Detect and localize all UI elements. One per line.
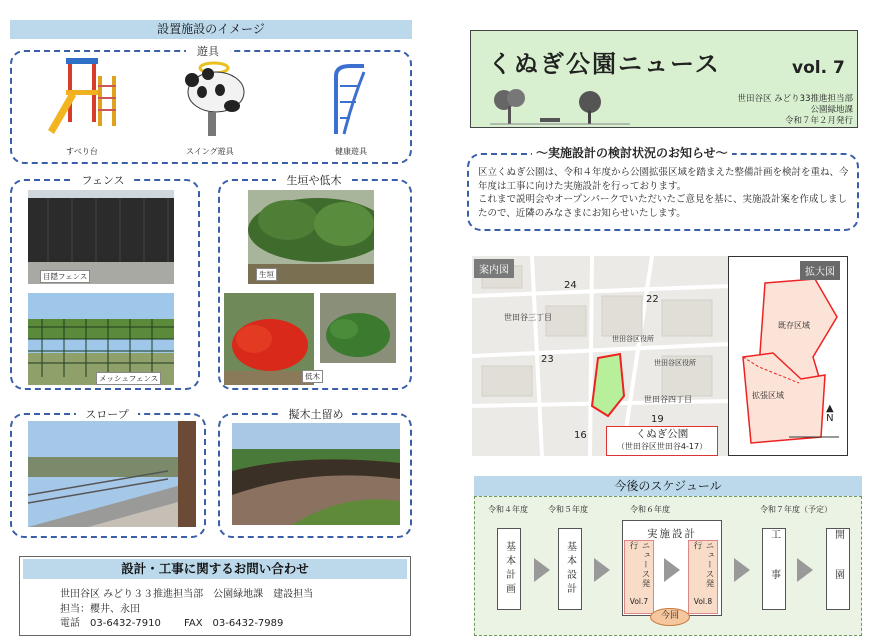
existing-area-label: 既存区域 <box>778 321 810 330</box>
north-label: N <box>826 413 834 424</box>
step-opening: 開園 <box>826 528 850 610</box>
year-r6: 令和６年度 <box>630 505 670 514</box>
implementation-design-label: 実施設計 <box>647 528 697 540</box>
hedge-label: 生垣 <box>256 268 277 281</box>
map-label-setagaya4: 世田谷四丁目 <box>644 395 692 404</box>
privacy-fence-label: 目隠フェンス <box>40 270 90 283</box>
park-callout <box>606 426 718 456</box>
panda-swing-image <box>180 60 250 140</box>
slide-label: すべり台 <box>66 147 98 156</box>
arrow-5 <box>797 558 813 582</box>
shrub-photo-green <box>320 293 396 363</box>
park-name: くぬぎ公園 <box>635 428 689 440</box>
newsletter-title: くぬぎ公園ニュース <box>488 50 721 78</box>
zoom-map-label: 拡大図 <box>800 261 840 280</box>
fence-title: フェンス <box>72 172 134 188</box>
health-label: 健康遊具 <box>335 147 367 156</box>
slope-title: スロープ <box>76 406 138 422</box>
zoom-map <box>728 256 848 456</box>
volume-number: vol. 7 <box>792 58 845 78</box>
left-header: 設置施設のイメージ <box>10 20 412 39</box>
issue-date: 令和７年２月発行 <box>784 116 853 126</box>
news-vol8: ニュース発行 Vol.8 <box>688 540 718 614</box>
park-address: （世田谷区世田谷4-17） <box>616 442 708 451</box>
notice-title: ～実施設計の検討状況のお知らせ～ <box>532 144 732 161</box>
map-label-office2: 世田谷区役所 <box>654 359 696 367</box>
trees-illustration <box>490 86 630 126</box>
arrow-2 <box>594 558 610 582</box>
arrow-3 <box>664 558 680 582</box>
retaining-title: 擬木土留め <box>280 406 352 422</box>
retaining-photo <box>232 423 400 525</box>
map-label-24: 24 <box>564 280 577 291</box>
step-basic-design: 基本設計 <box>558 528 582 610</box>
arrow-1 <box>534 558 550 582</box>
contact-line3: 電話 03-6432-7910 FAX 03-6432-7989 <box>60 618 284 629</box>
year-r7: 令和７年度（予定） <box>760 505 832 514</box>
playground-title: 遊具 <box>186 43 230 59</box>
map-label-22: 22 <box>646 294 659 305</box>
schedule-title: 今後のスケジュール <box>474 476 862 496</box>
arrow-4 <box>734 558 750 582</box>
current-issue-badge: 今回 <box>650 608 690 626</box>
map-label-office1: 世田谷区役所 <box>612 335 654 343</box>
contact-title: 設計・工事に関するお問い合わせ <box>23 559 407 579</box>
year-r5: 令和５年度 <box>548 505 588 514</box>
mesh-fence-label: メッシュフェンス <box>96 372 161 385</box>
org-line2: 公園緑地課 <box>810 105 853 115</box>
step-basic-plan: 基本計画 <box>497 528 521 610</box>
map-label-23: 23 <box>541 354 554 365</box>
map-label-16: 16 <box>574 430 587 441</box>
contact-line1: 世田谷区 みどり３３推進担当部 公園緑地課 建設担当 <box>60 589 314 600</box>
org-line1: 世田谷区 みどり33推進担当部 <box>737 94 853 104</box>
contact-line2: 担当：櫻井、永田 <box>60 604 140 615</box>
shrub-label: 低木 <box>302 370 323 383</box>
map-label-setagaya3: 世田谷三丁目 <box>504 313 552 322</box>
map-label-19: 19 <box>651 414 664 425</box>
slide-image <box>40 56 130 138</box>
guide-map-label: 案内図 <box>474 259 514 278</box>
year-r4: 令和４年度 <box>488 505 528 514</box>
slope-photo <box>28 421 196 527</box>
hedge-title: 生垣や低木 <box>276 172 352 188</box>
expansion-area-label: 拡張区域 <box>752 391 784 400</box>
step-construction: 工事 <box>762 528 786 610</box>
north-arrow-icon: ▲ N <box>826 403 834 424</box>
health-equipment-image <box>330 62 370 136</box>
shrub-photo-red <box>224 293 314 385</box>
news-vol7: ニュース発行 Vol.7 <box>624 540 654 614</box>
swing-label: スイング遊具 <box>186 147 234 156</box>
notice-body: 区立くぬぎ公園は、令和４年度から公園拡張区域を踏まえた整備計画を検討を重ね、今年度は工事に向けた実施設計を行っております。 これまで説明会やオープンパークでいただいたご意見を基に、実施設計案を作成しましたので、近隣のみなさまにお知らせいたします。 <box>478 167 849 219</box>
